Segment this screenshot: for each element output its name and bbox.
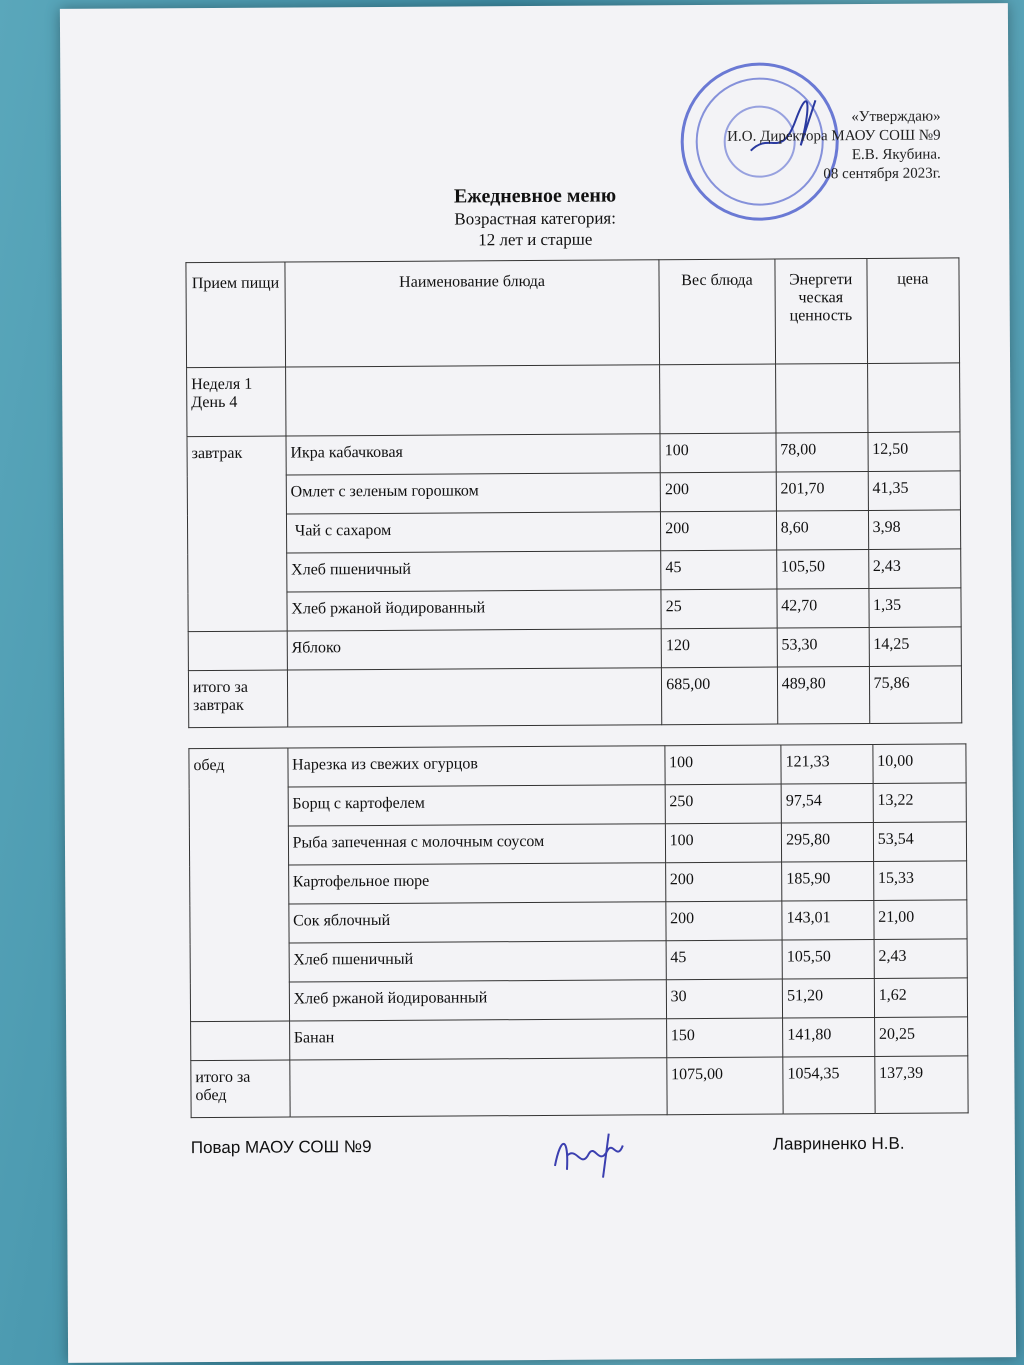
table-row [189, 783, 966, 827]
dish-weight: 100 [660, 433, 776, 473]
dish-energy: 185,90 [782, 861, 874, 901]
header-weight: Вес блюда [659, 259, 775, 365]
total-label: итого за завтрак [188, 670, 287, 728]
menu-sheet [60, 3, 1016, 1363]
dish-name: Хлеб пшеничный [289, 941, 666, 982]
dish-energy: 53,30 [777, 627, 869, 667]
dish-weight: 200 [661, 511, 777, 551]
approval-line-3: Е.В. Якубина. [851, 146, 941, 164]
dish-weight: 250 [665, 784, 782, 824]
dish-energy: 42,70 [777, 588, 869, 628]
dish-weight: 25 [661, 589, 777, 629]
dish-weight: 100 [665, 745, 782, 785]
table-row [188, 588, 961, 632]
approval-block [727, 108, 941, 185]
approval-line-2: И.О. Директора МАОУ СОШ №9 [727, 127, 941, 145]
dish-energy: 105,50 [776, 549, 868, 589]
dish-energy: 8,60 [776, 510, 868, 550]
dish-weight: 100 [665, 823, 782, 863]
dish-energy: 295,80 [782, 822, 874, 862]
table-row [190, 978, 967, 1022]
title-sub1: Возрастная категория: [454, 208, 617, 229]
dish-price: 20,25 [874, 1017, 967, 1057]
header-row [186, 258, 960, 368]
total-price: 137,39 [875, 1056, 969, 1114]
dish-weight: 150 [666, 1018, 783, 1058]
meal-label-breakfast: завтрак [187, 436, 287, 632]
cook-name: Лавриненко Н.В. [772, 1133, 905, 1154]
total-price: 75,86 [869, 666, 962, 724]
table-row [187, 471, 960, 515]
dish-weight: 200 [660, 472, 776, 512]
dish-weight: 30 [666, 979, 783, 1019]
dish-price: 2,43 [874, 939, 967, 979]
dish-price: 2,43 [868, 549, 961, 589]
total-row-lunch [191, 1056, 968, 1118]
dish-name: Нарезка из свежих огурцов [288, 746, 665, 787]
dish-name: Борщ с картофелем [288, 785, 665, 826]
header-energy: Энергети ческая ценность [775, 258, 868, 364]
dish-weight: 120 [661, 628, 777, 668]
dish-energy: 141,80 [783, 1017, 875, 1057]
dish-price: 12,50 [868, 432, 961, 472]
dish-name: Икра кабачковая [286, 434, 661, 475]
table-row [190, 861, 967, 905]
total-energy: 489,80 [777, 666, 869, 724]
table-row [190, 939, 967, 983]
dish-price: 1,62 [874, 978, 967, 1018]
table-row [188, 627, 961, 671]
header-price: цена [867, 258, 960, 364]
header-meal: Прием пищи [186, 262, 285, 368]
week-label: Неделя 1 [191, 375, 253, 394]
total-label: итого за обед [191, 1060, 290, 1118]
dish-name: Омлет с зеленым горошком [286, 473, 661, 514]
table-row [188, 549, 961, 593]
dish-name: Яблоко [287, 629, 662, 670]
day-label: День 4 [191, 393, 238, 412]
week-row [187, 363, 960, 437]
dish-energy: 201,70 [776, 471, 868, 511]
total-energy: 1054,35 [783, 1056, 875, 1114]
dish-price: 14,25 [869, 627, 962, 667]
table-row [187, 432, 960, 476]
dish-price: 3,98 [868, 510, 961, 550]
cook-signature [547, 1125, 637, 1184]
week-day-cell [187, 367, 286, 437]
dish-weight: 45 [661, 550, 777, 590]
dish-price: 10,00 [873, 744, 966, 784]
dish-energy: 121,33 [781, 744, 873, 784]
dish-name: Картофельное пюре [288, 863, 665, 904]
dish-price: 15,33 [873, 861, 966, 901]
dish-name: Хлеб пшеничный [287, 551, 662, 592]
dish-energy: 97,54 [781, 783, 873, 823]
table-row [191, 1017, 968, 1061]
dish-weight: 200 [665, 862, 782, 902]
title-main: Ежедневное меню [453, 184, 617, 208]
dish-price: 1,35 [869, 588, 962, 628]
approval-line-1: «Утверждаю» [851, 108, 941, 126]
dish-name: Сок яблочный [289, 902, 666, 943]
dish-energy: 143,01 [782, 900, 874, 940]
total-weight: 1075,00 [666, 1057, 783, 1115]
breakfast-table [185, 257, 962, 728]
dish-name: Хлеб ржаной йодированный [287, 590, 662, 631]
dish-name: Банан [289, 1019, 666, 1060]
dish-weight: 45 [666, 940, 783, 980]
lunch-table [188, 743, 968, 1118]
cook-title: Повар МАОУ СОШ №9 [190, 1137, 372, 1158]
dish-name: Рыба запеченная с молочным соусом [288, 824, 665, 865]
document-title [61, 181, 1009, 253]
meal-label-lunch: обед [189, 748, 289, 1022]
total-row-breakfast [188, 666, 961, 728]
total-weight: 685,00 [662, 667, 778, 725]
table-row [190, 900, 967, 944]
dish-energy: 105,50 [782, 939, 874, 979]
table-row [189, 822, 966, 866]
approval-line-4: 08 сентября 2023г. [823, 165, 941, 183]
dish-energy: 51,20 [782, 978, 874, 1018]
dish-name: Чай с сахаром [286, 512, 661, 553]
dish-price: 41,35 [868, 471, 961, 511]
dish-weight: 200 [665, 901, 782, 941]
header-dish: Наименование блюда [285, 260, 660, 367]
dish-price: 13,22 [873, 783, 966, 823]
dish-price: 53,54 [873, 822, 966, 862]
dish-energy: 78,00 [776, 432, 868, 472]
table-row [187, 510, 960, 554]
dish-name: Хлеб ржаной йодированный [289, 980, 666, 1021]
dish-price: 21,00 [874, 900, 967, 940]
table-row [189, 744, 966, 788]
title-sub2: 12 лет и старше [478, 229, 593, 250]
